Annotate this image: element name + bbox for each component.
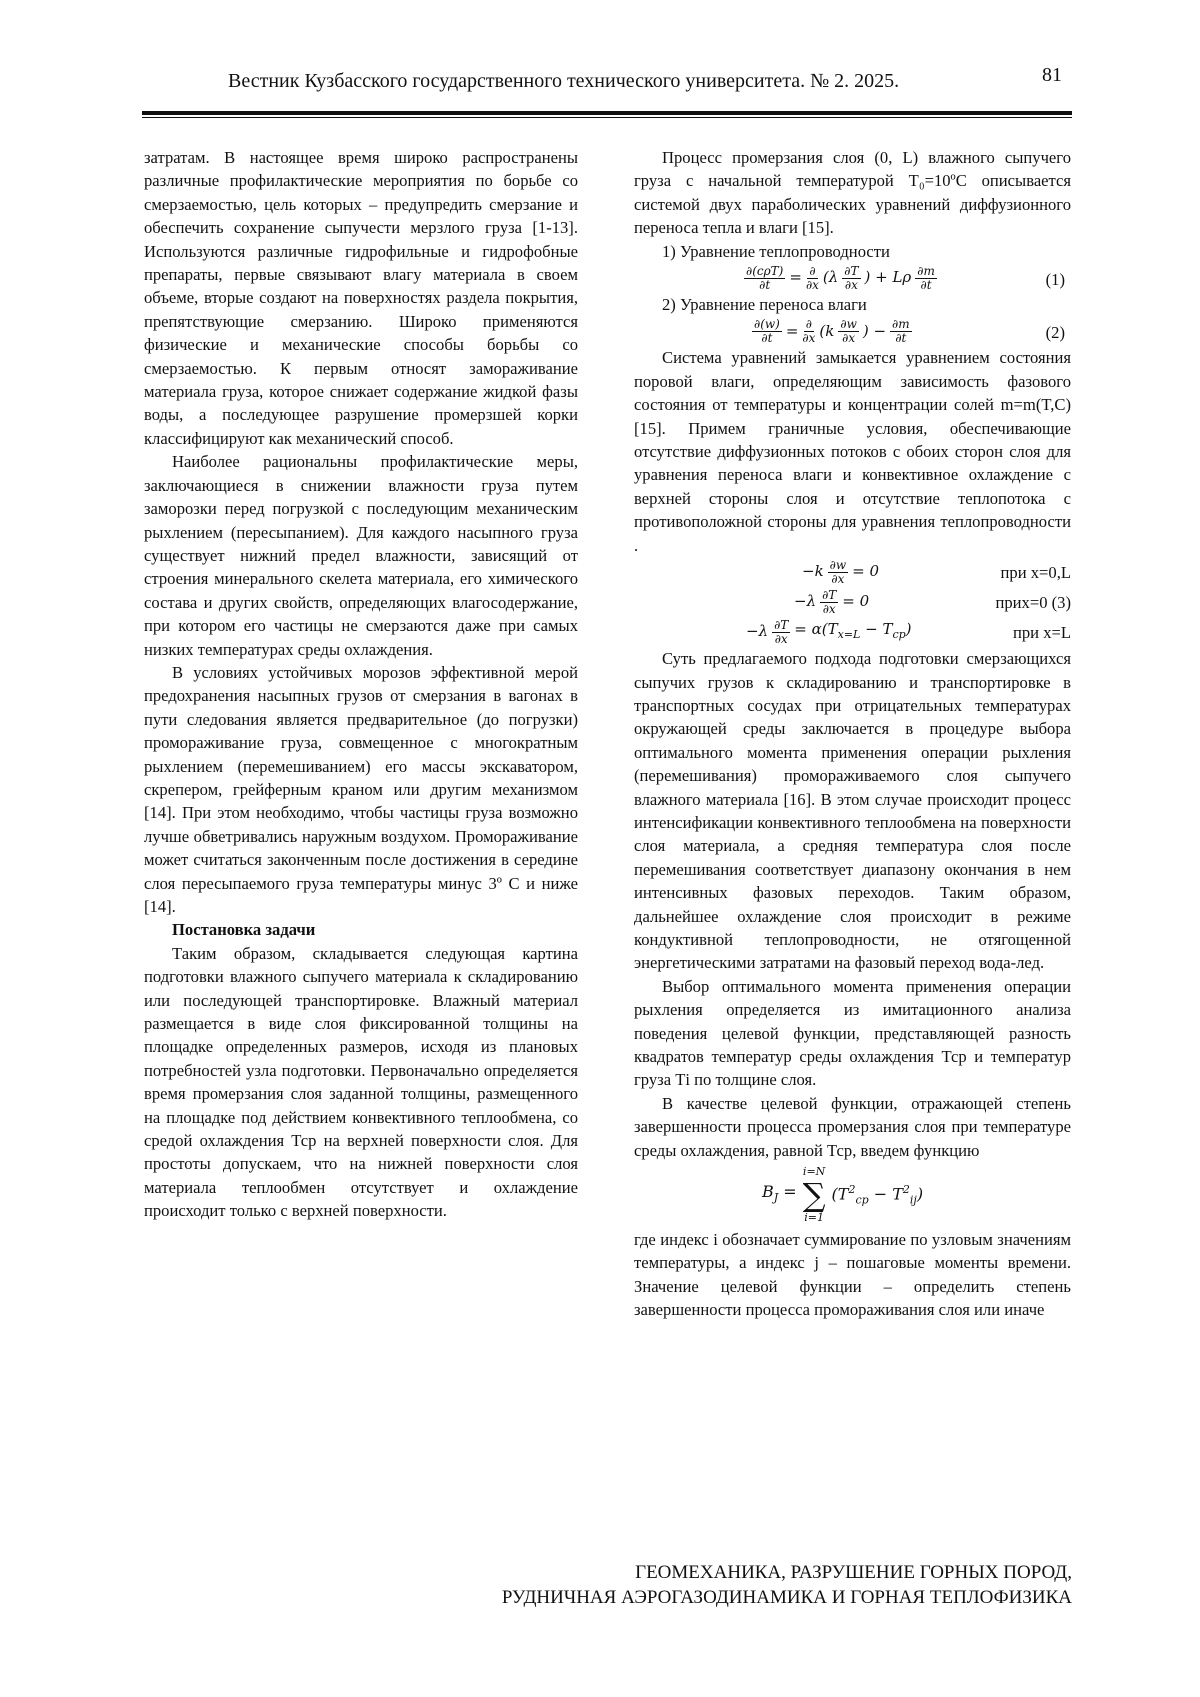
equation-1: ∂(cρT) ∂t = ∂ ∂x (λ ∂T ∂x ) + Lρ ∂m ∂t (1) [634,263,1071,293]
boundary-condition-2: −λ ∂T ∂x = 0 приx=0 (3) [634,587,1071,617]
right-column [634,146,1071,1322]
boundary-condition-3: −λ ∂T ∂x = α(Tx=L − Tср) при x=L [634,617,1071,647]
equation-2: ∂(w) ∂t = ∂ ∂x (k ∂w ∂x ) − ∂m ∂t (2) [634,316,1071,346]
equation-1-number: (1) [1046,268,1065,291]
right-paragraph-6: где индекс i обозначает суммирование по узловым значениям температуры, а индекс j – пошаговые моменты времени. Значение целевой функции – определить степень завершенности процесса промораживания слоя или иначе [634,1228,1071,1322]
running-header [142,62,1072,98]
right-paragraph-5: В качестве целевой функции, отражающей степень завершенности процесса промерзания слоя при температуре среды охлаждения, равной Тср, введем функцию [634,1092,1071,1162]
footer-line-2: РУДНИЧНАЯ АЭРОГАЗОДИНАМИКА И ГОРНАЯ ТЕПЛОФИЗИКА [502,1585,1072,1610]
left-paragraph-2: Наиболее рациональны профилактические меры, заключающиеся в снижении влажности груза путем заморозки перед погрузкой с последующим механическим рыхлением (пересыпанием). Для каждого насыпного груза существует нижний предел влажности, зависящий от строения минерального скелета материала, его химического состава и других свойств, определяющих влагосодержание, при котором его частицы не смерзаются даже при самых низких температурах среды охлаждения. [144,450,578,661]
eq2-title: 2) Уравнение переноса влаги [634,293,1071,316]
boundary-condition-1: −k ∂w ∂x = 0 при x=0,L [634,557,1071,587]
left-paragraph-4: Таким образом, складывается следующая картина подготовки влажного сыпучего материала к складированию или последующей транспортировке. Влажный материал размещается в виде слоя фиксированной толщины на площадке определенных размеров, исходя из плановых потребностей узла подготовки. Первоначально определяется время промерзания слоя заданной толщины, размещенного на площадке под действием конвективного теплообмена, со средой охлаждения Тср на верхней поверхности слоя. Для простоты допускаем, что на нижней поверхности слоя материала теплообмен отсутствует и охлаждение происходит только с верхней поверхности. [144,942,578,1223]
bc3-condition: при x=L [1013,621,1071,644]
header-rule-thick [142,111,1072,115]
right-paragraph-1: Процесс промерзания слоя (0, L) влажного сыпучего груза с начальной температурой Т₀=10ºС описывается системой двух параболических уравнений диффузионного переноса тепла и влаги [15]. [634,146,1071,240]
eq1-title: 1) Уравнение теплопроводности [634,240,1071,263]
header-rule-thin [142,117,1072,118]
right-paragraph-2: Система уравнений замыкается уравнением состояния поровой влаги, определяющим зависимость фазового состояния от температуры и концентрации солей m=m(T,C) [15]. Примем граничные условия, обеспечивающие отсутствие диффузионных потоков с обоих сторон слоя для уравнения переноса влаги и конвективное охлаждение с верхней стороны слоя и отсутствие теплопотока с противоположной стороны для уравнения теплопроводности . [634,346,1071,557]
left-column [144,146,578,1223]
bc1-condition: при x=0,L [1001,561,1071,584]
bc2-condition: приx=0 (3) [995,591,1071,614]
right-paragraph-3: Суть предлагаемого подхода подготовки смерзающихся сыпучих грузов к складированию и транспортировке в транспортных сосудах при отрицательных температурах окружающей среды заключается в процедуре выбора оптимального момента применения операции рыхления (перемешивания) промораживаемого слоя сыпучего влажного материала [16]. В этом случае происходит процесс интенсификации конвективного теплообмена на поверхности слоя материала, а средняя температура слоя после перемешивания соответствует диапазону окончания в нем интенсивных фазовых переходов. Таким образом, дальнейшее охлаждение слоя происходит в режиме кондуктивной теплопроводности, не отягощенной энергетическими затратами на фазовый переход вода-лед. [634,647,1071,975]
section-footer [502,1560,1072,1610]
left-paragraph-1: затратам. В настоящее время широко распространены различные профилактические мероприятия по борьбе со смерзаемостью, цель которых – предупредить смерзание и обеспечить сохранение сыпучести мерзлого груза [1-13]. Используются различные гидрофильные и гидрофобные препараты, первые связывают влагу материала в своем объеме, вторые создают на поверхностях раздела покрытия, препятствующие смерзанию. Широко применяются физические и механические способы борьбы со смерзаемостью. К первым относят замораживание материала груза, которое снижает содержание жидкой фазы воды, а последующее разрушение промерзшей корки классифицируют как механический способ. [144,146,578,450]
equation-2-number: (2) [1046,321,1065,344]
page-number: 81 [1042,64,1062,87]
journal-title: Вестник Кузбасского государственного технического университета. № 2. 2025. [228,70,899,93]
footer-line-1: ГЕОМЕХАНИКА, РАЗРУШЕНИЕ ГОРНЫХ ПОРОД, [502,1560,1072,1585]
right-paragraph-4: Выбор оптимального момента применения операции рыхления определяется из имитационного анализа поведения целевой функции, представляющей разность квадратов температур среды охлаждения Тср и температур груза Тi по толщине слоя. [634,975,1071,1092]
section-heading: Постановка задачи [144,918,578,941]
left-paragraph-3: В условиях устойчивых морозов эффективной мерой предохранения насыпных грузов от смерзания в вагонах в пути следования является предварительное (до погрузки) промораживание груза, совмещенное с многократным рыхлением (перемешиванием) его массы экскаватором, скрепером, грейферным краном или другим механизмом [14]. При этом необходимо, чтобы частицы груза возможно лучше обветривались наружным воздухом. Промораживание может считаться законченным после достижения в середине слоя пересыпаемого груза температуры минус 3º С и ниже [14]. [144,661,578,918]
objective-function-formula: BJ = i=N ∑ i=1 (T2ср − T2ij) [634,1162,1071,1228]
